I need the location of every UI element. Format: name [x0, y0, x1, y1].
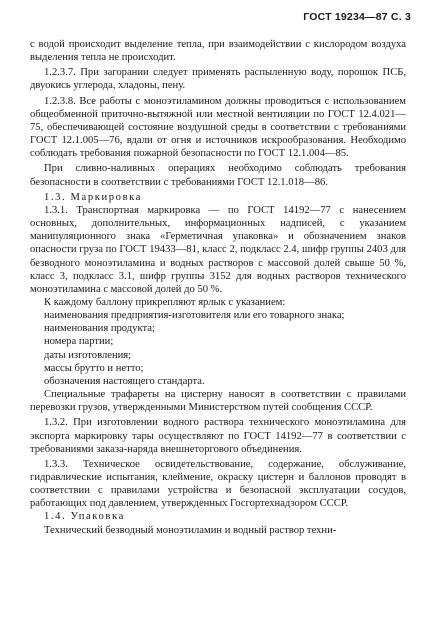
list-item: наименования предприятия-изготовителя или его товарного знака;	[44, 310, 345, 322]
paragraph-packaging-start: Технический безводный моноэтиламин и водный раствор техни-	[44, 524, 337, 536]
list-item: наименования продукта;	[44, 323, 155, 335]
section-heading-marking: 1.3. Маркировка	[44, 191, 143, 203]
section-heading-packaging: 1.4. Упаковка	[44, 511, 125, 523]
page-header: ГОСТ 19234—87 С. 3	[303, 11, 411, 23]
clause-1-2-3-8: 1.2.3.8. Все работы с моноэтиламином должны проводиться с использованием общеобменной приточно-вытяжной или местной вентиляции по ГОСТ 12.4.021—75, обеспечивающей состояние воздушной среды в соответствии с требованиями ГОСТ 12.1.005—76, вдали от огня и источников искрообразования. Необходимо соблюдать требования пожарной безопасности по ГОСТ 12.1.004—85.	[30, 95, 406, 160]
list-item: обозначения настоящего стандарта.	[44, 375, 205, 387]
list-item: номера партии;	[44, 336, 114, 348]
clause-1-3-3: 1.3.3. Техническое освидетельствование, содержание, обслуживание, гидравлические испытания, клеймение, окраску цистерн и баллонов проводят в соответствии с правилами устройства и безопасной эксплуатации сосудов, работающих под давлением, утвержденных Госгортехнадзором СССР.	[30, 458, 406, 510]
list-item: массы брутто и нетто;	[44, 362, 144, 374]
list-item: даты изготовления;	[44, 349, 132, 361]
clause-1-3-1: 1.3.1. Транспортная маркировка — по ГОСТ 14192—77 с нанесением основных, дополнительных, информационных надписей, с указанием манипуляционного знака «Герметичная упаковка» и обозначением знаков опасности груза по ГОСТ 19433—81, класс 2, подкласс 2.4, шифр группы 2403 для безводного моноэтиламина и водных растворов с массовой долей свыше 50 %, класс 3, подкласс 3.1, шифр группы 3152 для водных растворов технического моноэтиламина с массовой долей до 50 %.	[30, 204, 406, 295]
clause-1-2-3-7: 1.2.3.7. При загорании следует применять распыленную воду, порошок ПСБ, двуокись углерода, хладоны, пену.	[30, 67, 406, 92]
paragraph-safety: При сливно-наливных операциях необходимо соблюдать требования безопасности в соответствии с требованиями ГОСТ 12.1.018—86.	[30, 163, 406, 188]
document-body	[30, 38, 406, 537]
paragraph-stencils: Специальные трафареты на цистерну наносят в соответствии с правилами перевозки грузов, утвержденными Министерством путей сообщения СССР.	[30, 389, 406, 414]
paragraph-continuation: с водой происходит выделение тепла, при взаимодействии с кислородом воздуха выделения тепла не происходит.	[30, 39, 406, 64]
label-intro: К каждому баллону прикрепляют ярлык с указанием:	[44, 296, 286, 308]
clause-1-3-2: 1.3.2. При изготовлении водного раствора технического моноэтиламина для экспорта маркировку тары осуществляют по ГОСТ 14192—77 в соответствии с требованиями заказа-наряда внешнеторгового объединения.	[30, 417, 406, 455]
